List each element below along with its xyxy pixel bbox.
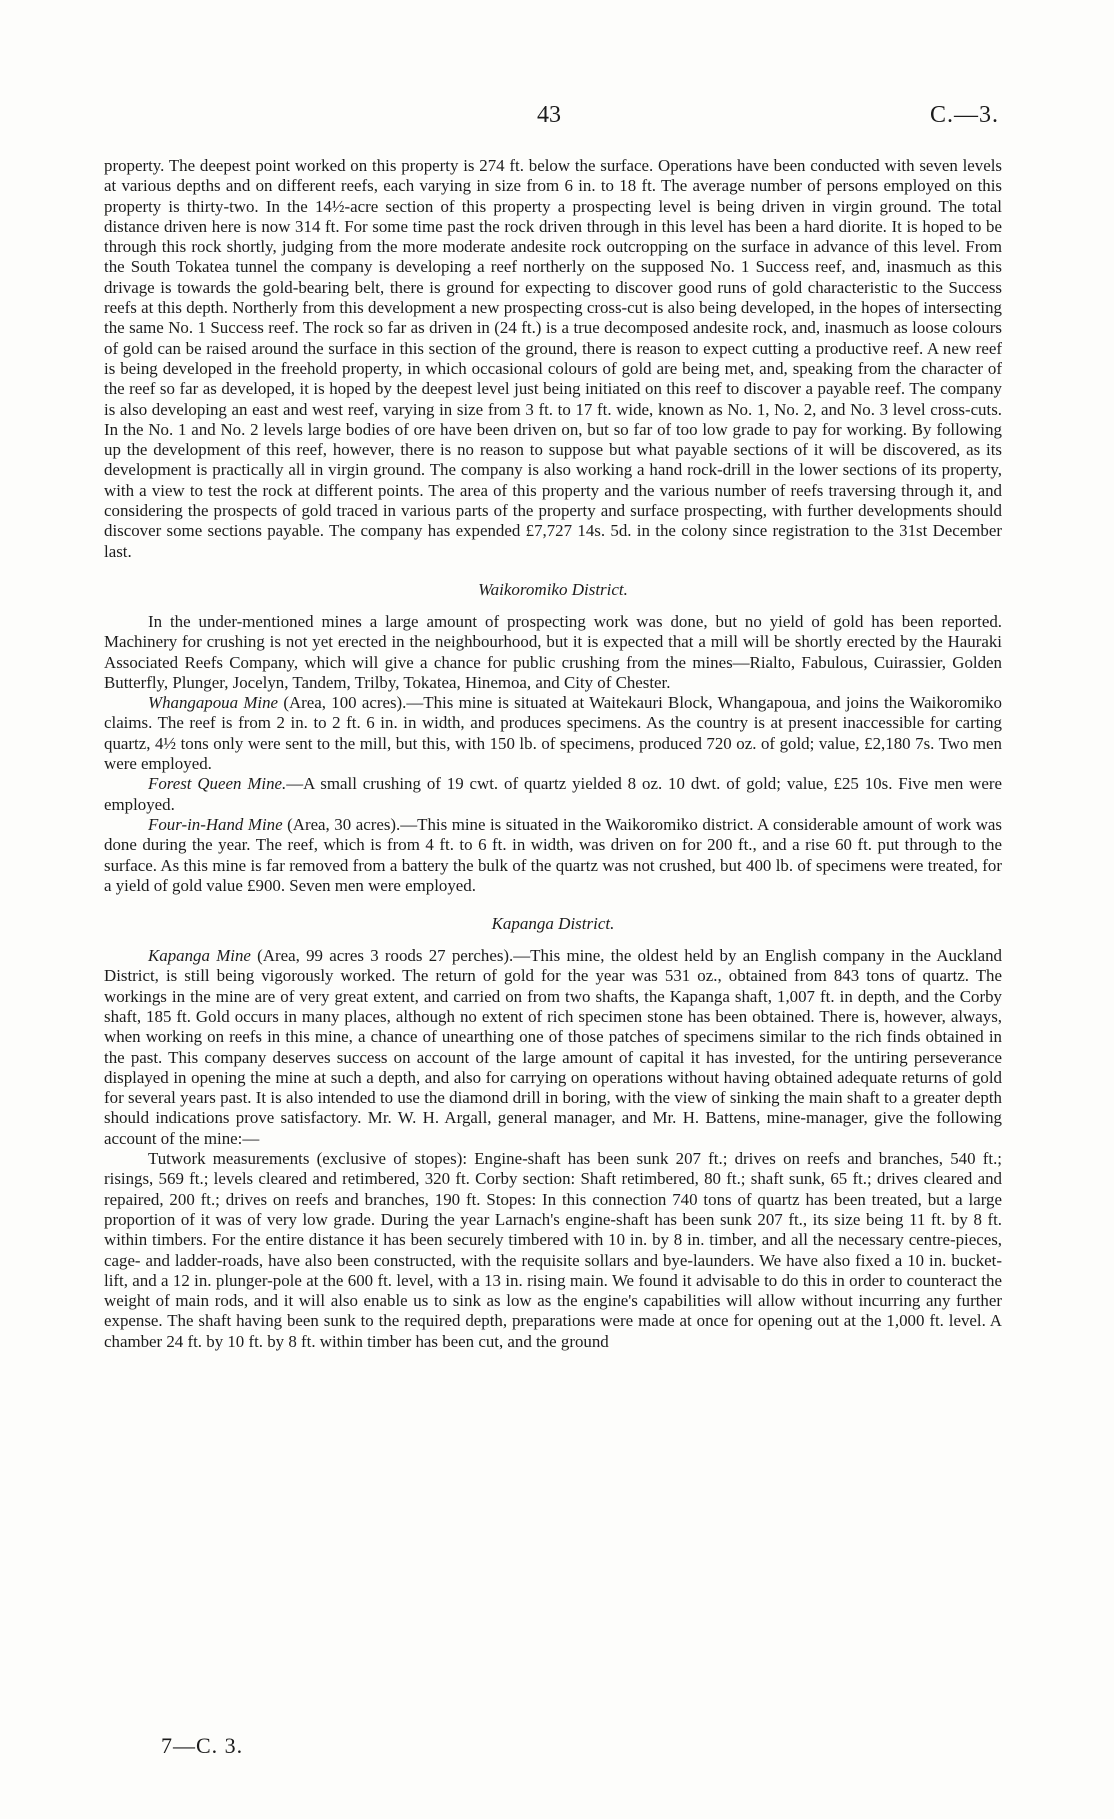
document-reference: C.—3. [929,102,999,128]
mine-name-whangapoua: Whangapoua Mine [148,693,279,713]
continuation-paragraph: property. The deepest point worked on this property is 274 ft. below the surface. Operations have been conducted with seven levels at various depths and on different reefs, each varying in size from 6 in. to 18 ft. The average number of persons employed on this property is thirty-two. In the 14½-acre section of this property a prospecting level is being driven in virgin ground. The total distance driven here is now 314 ft. For some time past the rock driven through in this level has been a hard diorite. It is hoped to be through this rock shortly, judging from the more moderate andesite rock outcropping on the surface in advance of this level. From the South Tokatea tunnel the company is developing a reef northerly on the supposed No. 1 Success reef, and, inasmuch as this drivage is towards the gold-bearing belt, there is ground for expecting to discover good runs of gold characteristic to the Success reefs at this depth. Northerly from this development a new prospecting cross-cut is also being developed, in the hopes of intersecting the same No. 1 Success reef. The rock so far as driven in (24 ft.) is a true decomposed andesite rock, and, inasmuch as loose colours of gold can be raised around the surface in this section of the ground, there is reason to expect cutting a productive reef. A new reef is being developed in the freehold property, in which occasional colours of gold are being met, and, speaking from the character of the reef so far as developed, it is hoped by the deepest level just being initiated on this reef to discover a payable reef. The company is also developing an east and west reef, varying in size from 3 ft. to 17 ft. wide, known as No. 1, No. 2, and No. 3 level cross-cuts. In the No. 1 and No. 2 levels large bodies of ore have been driven on, but so far of too low grade to pay for working. By following up the development of this reef, however, there is no reason to suppose but what payable sections of it will be discovered, as its development is practically all in virgin ground. The company is also working a hand rock-drill in the lower sections of its property, with a view to test the rock at different points. The area of this property and the various number of reefs traversing through it, and considering the prospects of gold traced in various parts of the property and surface prospecting, with further developments should discover some sections payable. The company has expended £7,727 14s. 5d. in the colony since registration to the 31st December last. [104,156,1002,561]
mine-name-forest-queen: Forest Queen Mine. [148,774,287,794]
whangapoua-mine-text: (Area, 100 acres).—This mine is situated at Waitekauri Block, Whangapoua, and joins the Waikoromiko claims. The reef is from 2 in. to 2 ft. 6 in. in width, and produces specimens. As the country is at present inaccessible for carting quartz, 4½ tons only were sent to the mill, but this, with 150 lb. of specimens, produced 720 oz. of gold; value, £2,180 7s. Two men were employed. [104,693,1002,774]
mine-name-kapanga: Kapanga Mine [148,946,251,966]
mine-name-four-in-hand: Four-in-Hand Mine [148,814,283,834]
section-heading-waikoromiko: Waikoromiko District. [478,579,628,599]
kapanga-mine-paragraph [104,946,1002,1149]
tutwork-measurements-paragraph: Tutwork measurements (exclusive of stopes): Engine-shaft has been sunk 207 ft.; drives on reefs and branches, 540 ft.; risings, 569 ft.; levels cleared and retimbered, 320 ft. Corby section: Shaft retimbered, 80 ft.; shaft sunk, 65 ft.; drives cleared and repaired, 200 ft.; drives on reefs and branches, 190 ft. Stopes: In this connection 740 tons of quartz has been treated, but a large proportion of it was of very low grade. During the year Larnach's engine-shaft has been sunk 207 ft., its size being 11 ft. by 8 ft. within timbers. For the entire distance it has been securely timbered with 10 in. by 8 in. timber, and all the necessary centre-pieces, cage- and ladder-roads, have also been constructed, with the requisite sollars and bye-launders. We have also fixed a 10 in. bucket-lift, and a 12 in. plunger-pole at the 600 ft. level, with a 13 in. rising main. We found it advisable to do this in order to counteract the weight of main rods, and it will also enable us to sink as low as the engine's capabilities will allow without incurring any further expense. The shaft having been sunk to the required depth, preparations were made at once for opening out at the 1,000 ft. level. A chamber 24 ft. by 10 ft. by 8 ft. within timber has been cut, and the ground [104,1149,1002,1351]
waikoromiko-intro-paragraph: In the under-mentioned mines a large amount of prospecting work was done, but no yield of gold has been reported. Machinery for crushing is not yet erected in the neighbourhood, but it is expected that a mill will be shortly erected by the Hauraki Associated Reefs Company, which will give a chance for public crushing from the mines—Rialto, Fabulous, Cuirassier, Golden Butterfly, Plunger, Jocelyn, Tandem, Trilby, Tokatea, Hinemoa, and City of Chester. [104,611,1002,692]
document-body [104,156,1002,1352]
four-in-hand-mine-paragraph [104,815,1002,896]
four-in-hand-mine-text: (Area, 30 acres).—This mine is situated in the Waikoromiko district. A considerable amount of work was done during the year. The reef, which is from 4 ft. to 6 ft. in width, was driven on for 200 ft., and a rise 60 ft. put through to the surface. As this mine is far removed from a battery the bulk of the quartz was not crushed, but 400 lb. of specimens were treated, for a yield of gold value £900. Seven men were employed. [104,814,1002,895]
forest-queen-mine-paragraph [104,774,1002,815]
forest-queen-mine-text: —A small crushing of 19 cwt. of quartz yielded 8 oz. 10 dwt. of gold; value, £25 10s. Five men were employed. [104,774,1002,814]
whangapoua-mine-paragraph [104,693,1002,774]
page-number: 43 [537,102,561,128]
page-header [0,102,1114,132]
printer-signature-mark: 7—C. 3. [161,1733,244,1758]
section-heading-kapanga: Kapanga District. [491,914,615,934]
kapanga-mine-text: (Area, 99 acres 3 roods 27 perches).—This mine, the oldest held by an English company in the Auckland District, is still being vigorously worked. The return of gold for the year was 531 oz., obtained from 843 tons of quartz. The workings in the mine are of very great extent, and carried on from two shafts, the Kapanga shaft, 1,007 ft. in depth, and the Corby shaft, 185 ft. Gold occurs in many places, although no extent of rich specimen stone has been obtained. There is, however, always, when working on reefs in this mine, a chance of unearthing one of those patches of specimens similar to the rich finds obtained in the past. This company deserves success on account of the large amount of capital it has invested, for the untiring perseverance displayed in opening the mine at such a depth, and also for carrying on operations without having obtained adequate returns of gold for several years past. It is also intended to use the diamond drill in boring, with the view of sinking the main shaft to a greater depth should indications prove satisfactory. Mr. W. H. Argall, general manager, and Mr. H. Battens, mine-manager, give the following account of the mine:— [104,946,1002,1148]
